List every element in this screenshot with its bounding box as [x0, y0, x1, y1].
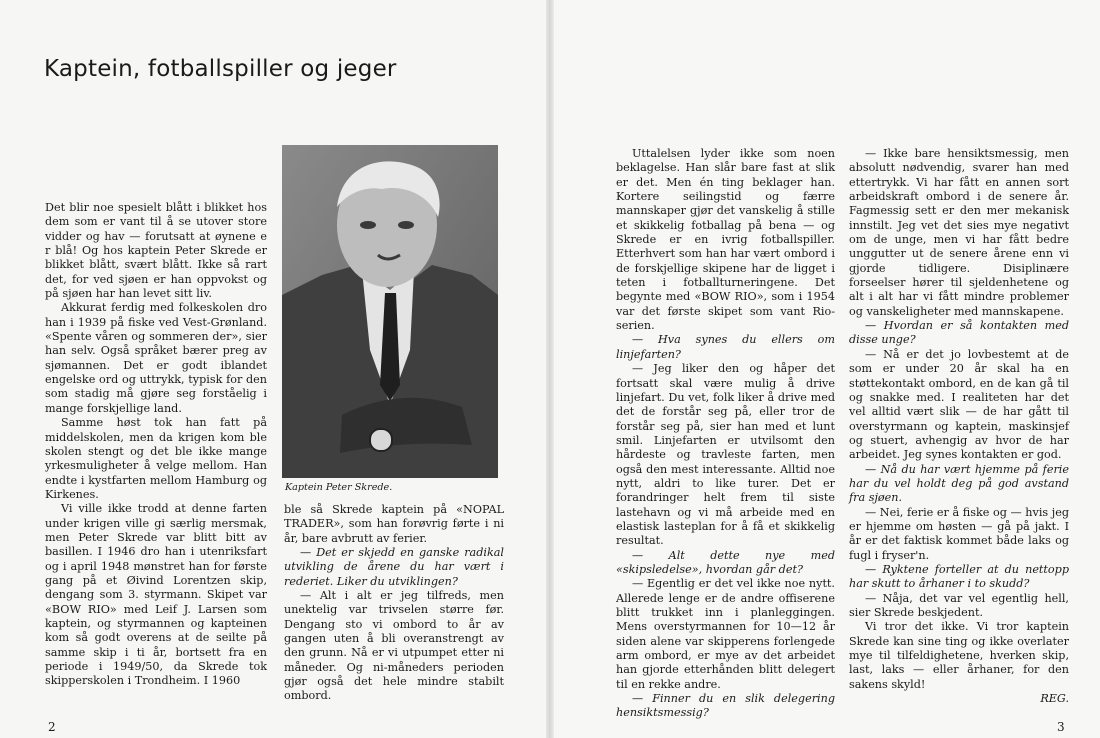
article-paragraph: — Nåja, det var vel egentlig hell, sier Skrede beskjedent.	[849, 591, 1069, 619]
article-paragraph: Vi tror det ikke. Vi tror kaptein Skrede kan sine ting og ikke overlater mye til tilfeldighetene, hverken skip, last, laks — eller århaner, for den sakens skyld!	[849, 620, 1069, 691]
photo-caption: Kaptein Peter Skrede.	[285, 482, 393, 493]
article-paragraph: — Alt i alt er jeg tilfreds, men unektelig var trivselen større før. Dengang sto vi ombord to år av gangen uten å bli overanstrengt av den grunn. Nå er vi utpumpet etter ni måneder. Og ni-måneders perioden gjør også det hele mindre stabilt ombord.	[284, 589, 504, 703]
text-column-4	[849, 147, 1069, 706]
author-signature: REG.	[1040, 692, 1069, 706]
article-title: Kaptein, fotballspiller og jeger	[44, 56, 397, 82]
article-paragraph: — Nå er det jo lovbestemt at de som er under 20 år skal ha en støttekontakt ombord, en de kan gå til og snakke med. I realiteten har det vel alltid vært slik — de har gått til overstyrmann og kaptein, maskinsjef og stuert, avhengig av hvor de har arbeidet. Jeg synes kontakten er god.	[849, 347, 1069, 462]
interview-question: — Finner du en slik delegering hensiktsmessig?	[616, 692, 835, 720]
text-column-2	[284, 503, 504, 704]
interview-question: — Ryktene forteller at du nettopp har skutt to århaner i to skudd?	[849, 562, 1069, 591]
interview-question: — Hva synes du ellers om linjefarten?	[616, 333, 835, 361]
article-paragraph: Akkurat ferdig med folkeskolen dro han i 1939 på fiske ved Vest-Grønland. «Spente våren og sommeren der», sier han selv. Også språket bærer preg av sjømannen. Det er godt iblandet engelske ord og uttrykk, typisk for den som stadig må gjøre seg forståelig i mange forskjellige land.	[45, 301, 267, 415]
interview-question: — Alt dette nye med «skipsledelse», hvordan går det?	[616, 548, 835, 576]
article-paragraph: — Jeg liker den og håper det fortsatt skal være mulig å drive linjefart. Du vet, folk liker å drive med det de forstår seg på, eller tror de forstår seg på, sier han med et lunt smil. Linjefarten er utvilsomt den hårdeste og travleste farten, men også den mest interessante. Alltid noe nytt, aldri to like turer. Det er forandringer helt frem til siste lastehavn og vi må arbeide med en elastisk lasteplan for å få et skikkelig resultat.	[616, 362, 835, 548]
text-column-3	[616, 147, 835, 721]
article-paragraph: — Ikke bare hensiktsmessig, men absolutt nødvendig, svarer han med ettertrykk. Vi har fått en annen sort arbeidskraft ombord i de senere år. Fagmessig sett er den mer mekanisk innstilt. Jeg vet det sies mye negativt om de unge, men vi har fått bedre unggutter ut de senere årene enn vi gjorde tidligere. Disiplinære forseelser hører til sjeldenhetene og alt i alt har vi fått mindre problemer og vanskeligheter med mannskapene.	[849, 147, 1069, 318]
interview-question: — Hvordan er så kontakten med disse unge?	[849, 319, 1069, 347]
article-paragraph: Vi ville ikke trodd at denne farten under krigen ville gi særlig mersmak, men Peter Skrede var blitt bitt av basillen. I 1946 dro han i utenriksfart og i april 1948 mønstret han for første gang på et Øivind Lorentzen skip, dengang som 3. styrmann. Skipet var «BOW RIO» med Leif J. Larsen som kaptein, og styrmannen og kapteinen kom så godt overens at de seilte på samme skip i ti år, bortsett fra en periode i 1949/50, da Skrede tok skipperskolen i Trondheim. I 1960	[45, 502, 267, 688]
page-number-left: 2	[48, 720, 56, 734]
article-paragraph: ble så Skrede kaptein på «NOPAL TRADER», som han forøvrig førte i ni år, bare avbrutt av ferier.	[284, 503, 504, 545]
page-number-right: 3	[1057, 720, 1065, 734]
page-gutter	[546, 0, 554, 738]
article-paragraph: Det blir noe spesielt blått i blikket hos dem som er vant til å se utover store vidder og hav — forutsatt at øynene e r blå! Og hos kaptein Peter Skrede er blikket blått, svært blått. Ikke så rart det, for ved sjøen er han oppvokst og på sjøen har han levet sitt liv.	[45, 201, 267, 301]
article-paragraph: Samme høst tok han fatt på middelskolen, men da krigen kom ble skolen stengt og det ble ikke mange yrkesmuligheter å velge mellom. Han endte i kystfarten mellom Hamburg og Kirkenes.	[45, 416, 267, 501]
text-column-1	[45, 201, 267, 689]
interview-question: — Nå du har vært hjemme på ferie har du vel holdt deg på god avstand fra sjøen.	[849, 462, 1069, 505]
captain-portrait-photo	[282, 145, 498, 478]
article-paragraph: Uttalelsen lyder ikke som noen beklagelse. Han slår bare fast at slik er det. Men én ting beklager han. Kortere seilingstid og færre mannskaper gjør det vanskelig å stille et skikkelig fotballag på bena — og Skrede er en ivrig fotballspiller. Etterhvert som han har vært ombord i de forskjellige skipene har de ligget i teten i fotballturneringene. Det begynte med «BOW RIO», som i 1954 var det første skipet som vant Rio-serien.	[616, 147, 835, 333]
interview-question: — Det er skjedd en ganske radikal utvikling de årene du har vært i rederiet. Liker du utviklingen?	[284, 546, 504, 588]
article-paragraph: — Egentlig er det vel ikke noe nytt. Allerede lenge er de andre offiserene blitt trukket inn i planleggingen. Mens overstyrmannen for 10—12 år siden alene var skipperens forlengede arm ombord, er mye av det arbeidet han gjorde etterhånden blitt delegert til en rekke andre.	[616, 577, 835, 691]
article-paragraph: — Nei, ferie er å fiske og — hvis jeg er hjemme om høsten — gå på jakt. I år er det faktisk kommet både laks og fugl i fryser'n.	[849, 505, 1069, 562]
